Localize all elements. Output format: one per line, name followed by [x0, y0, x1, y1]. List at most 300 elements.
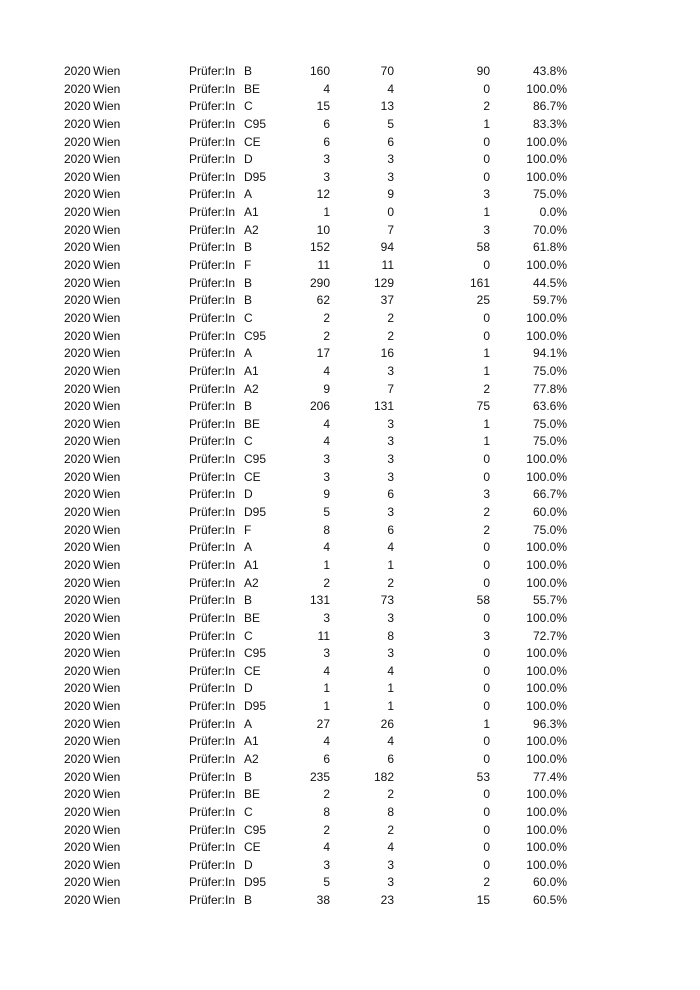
examiner-cell: Prüfer:In: [189, 716, 236, 731]
total-cell: 9: [323, 381, 330, 396]
examiner-cell: Prüfer:In: [189, 857, 236, 872]
city-cell: Wien: [93, 875, 121, 890]
city-cell: Wien: [93, 64, 121, 78]
city-cell: Wien: [93, 857, 121, 872]
city-cell: Wien: [93, 557, 121, 572]
pass-rate-cell: 96.3%: [532, 716, 567, 731]
total-cell: 4: [323, 663, 330, 678]
year-cell: 2020: [64, 434, 91, 449]
examiner-cell: Prüfer:In: [189, 258, 236, 273]
failed-cell: 0: [483, 310, 490, 325]
city-cell: Wien: [93, 840, 121, 855]
licence-class-cell: A: [244, 716, 253, 731]
year-cell: 2020: [64, 469, 91, 484]
city-cell: Wien: [93, 328, 121, 343]
pass-rate-cell: 83.3%: [532, 116, 567, 131]
failed-cell: 2: [483, 99, 490, 114]
total-cell: 3: [323, 646, 330, 661]
pass-rate-cell: 75.0%: [532, 416, 567, 431]
examiner-cell: Prüfer:In: [189, 64, 236, 78]
city-cell: Wien: [93, 222, 121, 237]
total-cell: 1: [323, 557, 330, 572]
failed-cell: 1: [483, 116, 490, 131]
total-cell: 3: [323, 610, 330, 625]
failed-cell: 25: [476, 293, 490, 308]
total-cell: 2: [323, 787, 330, 802]
year-cell: 2020: [64, 681, 91, 696]
pass-rate-cell: 100.0%: [526, 822, 567, 837]
failed-cell: 58: [476, 240, 490, 255]
total-cell: 9: [323, 487, 330, 502]
year-cell: 2020: [64, 893, 91, 908]
year-cell: 2020: [64, 505, 91, 520]
passed-cell: 4: [387, 663, 394, 678]
total-cell: 17: [316, 346, 330, 361]
pass-rate-cell: 75.0%: [532, 522, 567, 537]
examiner-cell: Prüfer:In: [189, 681, 236, 696]
year-cell: 2020: [64, 416, 91, 431]
table-row: [0, 433, 700, 451]
examiner-cell: Prüfer:In: [189, 769, 236, 784]
examiner-cell: Prüfer:In: [189, 751, 236, 766]
passed-cell: 2: [387, 575, 394, 590]
table-row: [0, 680, 700, 698]
city-cell: Wien: [93, 540, 121, 555]
passed-cell: 3: [387, 875, 394, 890]
total-cell: 4: [323, 540, 330, 555]
year-cell: 2020: [64, 205, 91, 220]
passed-cell: 0: [387, 205, 394, 220]
failed-cell: 0: [483, 81, 490, 96]
total-cell: 1: [323, 681, 330, 696]
pass-rate-cell: 94.1%: [532, 346, 567, 361]
year-cell: 2020: [64, 99, 91, 114]
city-cell: Wien: [93, 522, 121, 537]
total-cell: 160: [309, 64, 330, 78]
year-cell: 2020: [64, 610, 91, 625]
city-cell: Wien: [93, 469, 121, 484]
examiner-cell: Prüfer:In: [189, 522, 236, 537]
failed-cell: 58: [476, 593, 490, 608]
pass-rate-cell: 100.0%: [526, 751, 567, 766]
total-cell: 3: [323, 469, 330, 484]
pass-rate-cell: 72.7%: [532, 628, 567, 643]
year-cell: 2020: [64, 187, 91, 202]
total-cell: 235: [309, 769, 330, 784]
pass-rate-cell: 86.7%: [532, 99, 567, 114]
passed-cell: 7: [387, 222, 394, 237]
pass-rate-cell: 100.0%: [526, 857, 567, 872]
examiner-cell: Prüfer:In: [189, 663, 236, 678]
pass-rate-cell: 100.0%: [526, 169, 567, 184]
failed-cell: 3: [483, 222, 490, 237]
failed-cell: 0: [483, 540, 490, 555]
passed-cell: 11: [381, 258, 394, 273]
examiner-cell: Prüfer:In: [189, 363, 236, 378]
failed-cell: 0: [483, 258, 490, 273]
total-cell: 1: [323, 205, 330, 220]
table-row: [0, 698, 700, 716]
licence-class-cell: B: [244, 64, 253, 78]
licence-class-cell: F: [244, 522, 252, 537]
licence-class-cell: C95: [244, 646, 267, 661]
table-row: [0, 98, 700, 116]
examiner-cell: Prüfer:In: [189, 893, 236, 908]
licence-class-cell: A: [244, 346, 253, 361]
year-cell: 2020: [64, 363, 91, 378]
city-cell: Wien: [93, 893, 121, 908]
table-row: [0, 81, 700, 99]
total-cell: 27: [316, 716, 330, 731]
total-cell: 3: [323, 169, 330, 184]
passed-cell: 13: [380, 99, 394, 114]
licence-class-cell: C95: [244, 116, 267, 131]
licence-class-cell: D95: [244, 505, 267, 520]
year-cell: 2020: [64, 381, 91, 396]
licence-class-cell: A: [244, 187, 253, 202]
licence-class-cell: D95: [244, 699, 267, 714]
passed-cell: 1: [387, 557, 394, 572]
examiner-cell: Prüfer:In: [189, 134, 236, 149]
pass-rate-cell: 100.0%: [526, 681, 567, 696]
examiner-cell: Prüfer:In: [189, 416, 236, 431]
failed-cell: 15: [476, 893, 490, 908]
licence-class-cell: CE: [244, 469, 261, 484]
examiner-cell: Prüfer:In: [189, 399, 236, 414]
failed-cell: 0: [483, 699, 490, 714]
total-cell: 8: [323, 522, 330, 537]
examiner-cell: Prüfer:In: [189, 187, 236, 202]
year-cell: 2020: [64, 169, 91, 184]
examiner-cell: Prüfer:In: [189, 787, 236, 802]
passed-cell: 2: [387, 822, 394, 837]
table-row: [0, 381, 700, 399]
examiner-cell: Prüfer:In: [189, 505, 236, 520]
passed-cell: 6: [387, 751, 394, 766]
total-cell: 12: [316, 187, 330, 202]
examiner-cell: Prüfer:In: [189, 575, 236, 590]
table-row: [0, 222, 700, 240]
table-row: [0, 751, 700, 769]
table-row: [0, 486, 700, 504]
failed-cell: 0: [483, 822, 490, 837]
total-cell: 3: [323, 152, 330, 167]
total-cell: 15: [316, 99, 330, 114]
passed-cell: 6: [387, 522, 394, 537]
licence-class-cell: C95: [244, 328, 267, 343]
examiner-cell: Prüfer:In: [189, 205, 236, 220]
city-cell: Wien: [93, 99, 121, 114]
licence-class-cell: CE: [244, 840, 261, 855]
failed-cell: 0: [483, 751, 490, 766]
failed-cell: 90: [476, 64, 490, 78]
failed-cell: 0: [483, 469, 490, 484]
failed-cell: 0: [483, 328, 490, 343]
passed-cell: 1: [387, 681, 394, 696]
examiner-cell: Prüfer:In: [189, 222, 236, 237]
total-cell: 10: [316, 222, 330, 237]
city-cell: Wien: [93, 804, 121, 819]
failed-cell: 161: [469, 275, 490, 290]
year-cell: 2020: [64, 716, 91, 731]
year-cell: 2020: [64, 734, 91, 749]
passed-cell: 73: [380, 593, 394, 608]
examiner-cell: Prüfer:In: [189, 434, 236, 449]
table-row: [0, 398, 700, 416]
table-row: [0, 874, 700, 892]
pass-rate-cell: 43.8%: [532, 64, 567, 78]
passed-cell: 3: [387, 610, 394, 625]
passed-cell: 4: [387, 540, 394, 555]
table-row: [0, 204, 700, 222]
licence-class-cell: A2: [244, 222, 259, 237]
passed-cell: 4: [387, 734, 394, 749]
licence-class-cell: B: [244, 593, 253, 608]
city-cell: Wien: [93, 716, 121, 731]
spreadsheet-table: [0, 63, 700, 910]
passed-cell: 3: [387, 646, 394, 661]
year-cell: 2020: [64, 522, 91, 537]
licence-class-cell: C: [244, 804, 253, 819]
table-row: [0, 822, 700, 840]
total-cell: 290: [309, 275, 330, 290]
examiner-cell: Prüfer:In: [189, 99, 236, 114]
failed-cell: 0: [483, 452, 490, 467]
city-cell: Wien: [93, 240, 121, 255]
pass-rate-cell: 100.0%: [526, 575, 567, 590]
failed-cell: 1: [483, 434, 490, 449]
examiner-cell: Prüfer:In: [189, 469, 236, 484]
total-cell: 4: [323, 363, 330, 378]
total-cell: 11: [317, 258, 330, 273]
year-cell: 2020: [64, 222, 91, 237]
table-row: [0, 63, 700, 81]
licence-class-cell: BE: [244, 81, 261, 96]
table-row: [0, 186, 700, 204]
pass-rate-cell: 100.0%: [526, 734, 567, 749]
total-cell: 5: [323, 505, 330, 520]
passed-cell: 37: [380, 293, 394, 308]
pass-rate-cell: 60.5%: [532, 893, 567, 908]
table-row: [0, 663, 700, 681]
city-cell: Wien: [93, 646, 121, 661]
year-cell: 2020: [64, 134, 91, 149]
failed-cell: 2: [483, 505, 490, 520]
passed-cell: 7: [387, 381, 394, 396]
examiner-cell: Prüfer:In: [189, 804, 236, 819]
table-row: [0, 239, 700, 257]
licence-class-cell: A: [244, 540, 253, 555]
licence-class-cell: A2: [244, 751, 259, 766]
pass-rate-cell: 75.0%: [532, 187, 567, 202]
passed-cell: 3: [387, 152, 394, 167]
city-cell: Wien: [93, 134, 121, 149]
failed-cell: 0: [483, 681, 490, 696]
examiner-cell: Prüfer:In: [189, 346, 236, 361]
examiner-cell: Prüfer:In: [189, 875, 236, 890]
table-row: [0, 892, 700, 910]
total-cell: 2: [323, 822, 330, 837]
pass-rate-cell: 77.8%: [532, 381, 567, 396]
pass-rate-cell: 75.0%: [532, 363, 567, 378]
city-cell: Wien: [93, 487, 121, 502]
table-row: [0, 557, 700, 575]
city-cell: Wien: [93, 663, 121, 678]
licence-class-cell: B: [244, 769, 253, 784]
table-row: [0, 592, 700, 610]
year-cell: 2020: [64, 857, 91, 872]
year-cell: 2020: [64, 875, 91, 890]
table-row: [0, 786, 700, 804]
city-cell: Wien: [93, 293, 121, 308]
passed-cell: 6: [387, 487, 394, 502]
licence-class-cell: D95: [244, 169, 267, 184]
year-cell: 2020: [64, 540, 91, 555]
examiner-cell: Prüfer:In: [189, 610, 236, 625]
table-row: [0, 645, 700, 663]
passed-cell: 3: [387, 363, 394, 378]
table-row: [0, 257, 700, 275]
licence-class-cell: C: [244, 628, 253, 643]
year-cell: 2020: [64, 116, 91, 131]
failed-cell: 0: [483, 134, 490, 149]
examiner-cell: Prüfer:In: [189, 240, 236, 255]
city-cell: Wien: [93, 381, 121, 396]
city-cell: Wien: [93, 310, 121, 325]
licence-class-cell: D: [244, 857, 253, 872]
failed-cell: 0: [483, 557, 490, 572]
examiner-cell: Prüfer:In: [189, 381, 236, 396]
year-cell: 2020: [64, 328, 91, 343]
table-row: [0, 451, 700, 469]
failed-cell: 0: [483, 646, 490, 661]
passed-cell: 6: [387, 134, 394, 149]
city-cell: Wien: [93, 505, 121, 520]
city-cell: Wien: [93, 751, 121, 766]
city-cell: Wien: [93, 769, 121, 784]
city-cell: Wien: [93, 187, 121, 202]
licence-class-cell: A2: [244, 575, 259, 590]
pass-rate-cell: 63.6%: [532, 399, 567, 414]
examiner-cell: Prüfer:In: [189, 310, 236, 325]
passed-cell: 129: [373, 275, 394, 290]
pass-rate-cell: 60.0%: [532, 505, 567, 520]
year-cell: 2020: [64, 804, 91, 819]
failed-cell: 1: [483, 363, 490, 378]
table-row: [0, 116, 700, 134]
passed-cell: 3: [387, 452, 394, 467]
pass-rate-cell: 100.0%: [526, 663, 567, 678]
year-cell: 2020: [64, 399, 91, 414]
examiner-cell: Prüfer:In: [189, 293, 236, 308]
total-cell: 131: [309, 593, 330, 608]
table-row: [0, 469, 700, 487]
total-cell: 4: [323, 734, 330, 749]
examiner-cell: Prüfer:In: [189, 822, 236, 837]
table-row: [0, 839, 700, 857]
year-cell: 2020: [64, 452, 91, 467]
pass-rate-cell: 44.5%: [532, 275, 567, 290]
pass-rate-cell: 100.0%: [526, 328, 567, 343]
total-cell: 1: [323, 699, 330, 714]
passed-cell: 1: [387, 699, 394, 714]
licence-class-cell: C: [244, 434, 253, 449]
city-cell: Wien: [93, 452, 121, 467]
table-row: [0, 416, 700, 434]
licence-class-cell: C: [244, 99, 253, 114]
passed-cell: 3: [387, 857, 394, 872]
total-cell: 6: [323, 751, 330, 766]
year-cell: 2020: [64, 751, 91, 766]
total-cell: 62: [316, 293, 330, 308]
examiner-cell: Prüfer:In: [189, 628, 236, 643]
year-cell: 2020: [64, 593, 91, 608]
pass-rate-cell: 60.0%: [532, 875, 567, 890]
total-cell: 8: [323, 804, 330, 819]
failed-cell: 0: [483, 804, 490, 819]
year-cell: 2020: [64, 258, 91, 273]
pass-rate-cell: 100.0%: [526, 557, 567, 572]
examiner-cell: Prüfer:In: [189, 152, 236, 167]
city-cell: Wien: [93, 787, 121, 802]
pass-rate-cell: 100.0%: [526, 152, 567, 167]
pass-rate-cell: 61.8%: [532, 240, 567, 255]
licence-class-cell: D: [244, 487, 253, 502]
passed-cell: 26: [380, 716, 394, 731]
passed-cell: 5: [387, 116, 394, 131]
year-cell: 2020: [64, 275, 91, 290]
examiner-cell: Prüfer:In: [189, 557, 236, 572]
table-row: [0, 857, 700, 875]
table-row: [0, 345, 700, 363]
examiner-cell: Prüfer:In: [189, 734, 236, 749]
city-cell: Wien: [93, 628, 121, 643]
total-cell: 4: [323, 81, 330, 96]
year-cell: 2020: [64, 240, 91, 255]
table-row: [0, 522, 700, 540]
licence-class-cell: B: [244, 275, 253, 290]
city-cell: Wien: [93, 416, 121, 431]
failed-cell: 2: [483, 381, 490, 396]
passed-cell: 3: [387, 434, 394, 449]
examiner-cell: Prüfer:In: [189, 169, 236, 184]
pass-rate-cell: 100.0%: [526, 81, 567, 96]
year-cell: 2020: [64, 575, 91, 590]
table-row: [0, 504, 700, 522]
examiner-cell: Prüfer:In: [189, 699, 236, 714]
pass-rate-cell: 100.0%: [526, 840, 567, 855]
city-cell: Wien: [93, 610, 121, 625]
failed-cell: 0: [483, 787, 490, 802]
city-cell: Wien: [93, 152, 121, 167]
total-cell: 38: [316, 893, 330, 908]
failed-cell: 1: [483, 716, 490, 731]
year-cell: 2020: [64, 64, 91, 78]
pass-rate-cell: 100.0%: [526, 134, 567, 149]
examiner-cell: Prüfer:In: [189, 840, 236, 855]
table-row: [0, 151, 700, 169]
passed-cell: 8: [387, 628, 394, 643]
table-row: [0, 169, 700, 187]
passed-cell: 9: [387, 187, 394, 202]
year-cell: 2020: [64, 152, 91, 167]
licence-class-cell: CE: [244, 134, 261, 149]
examiner-cell: Prüfer:In: [189, 487, 236, 502]
failed-cell: 0: [483, 169, 490, 184]
table-row: [0, 610, 700, 628]
examiner-cell: Prüfer:In: [189, 593, 236, 608]
total-cell: 4: [323, 434, 330, 449]
